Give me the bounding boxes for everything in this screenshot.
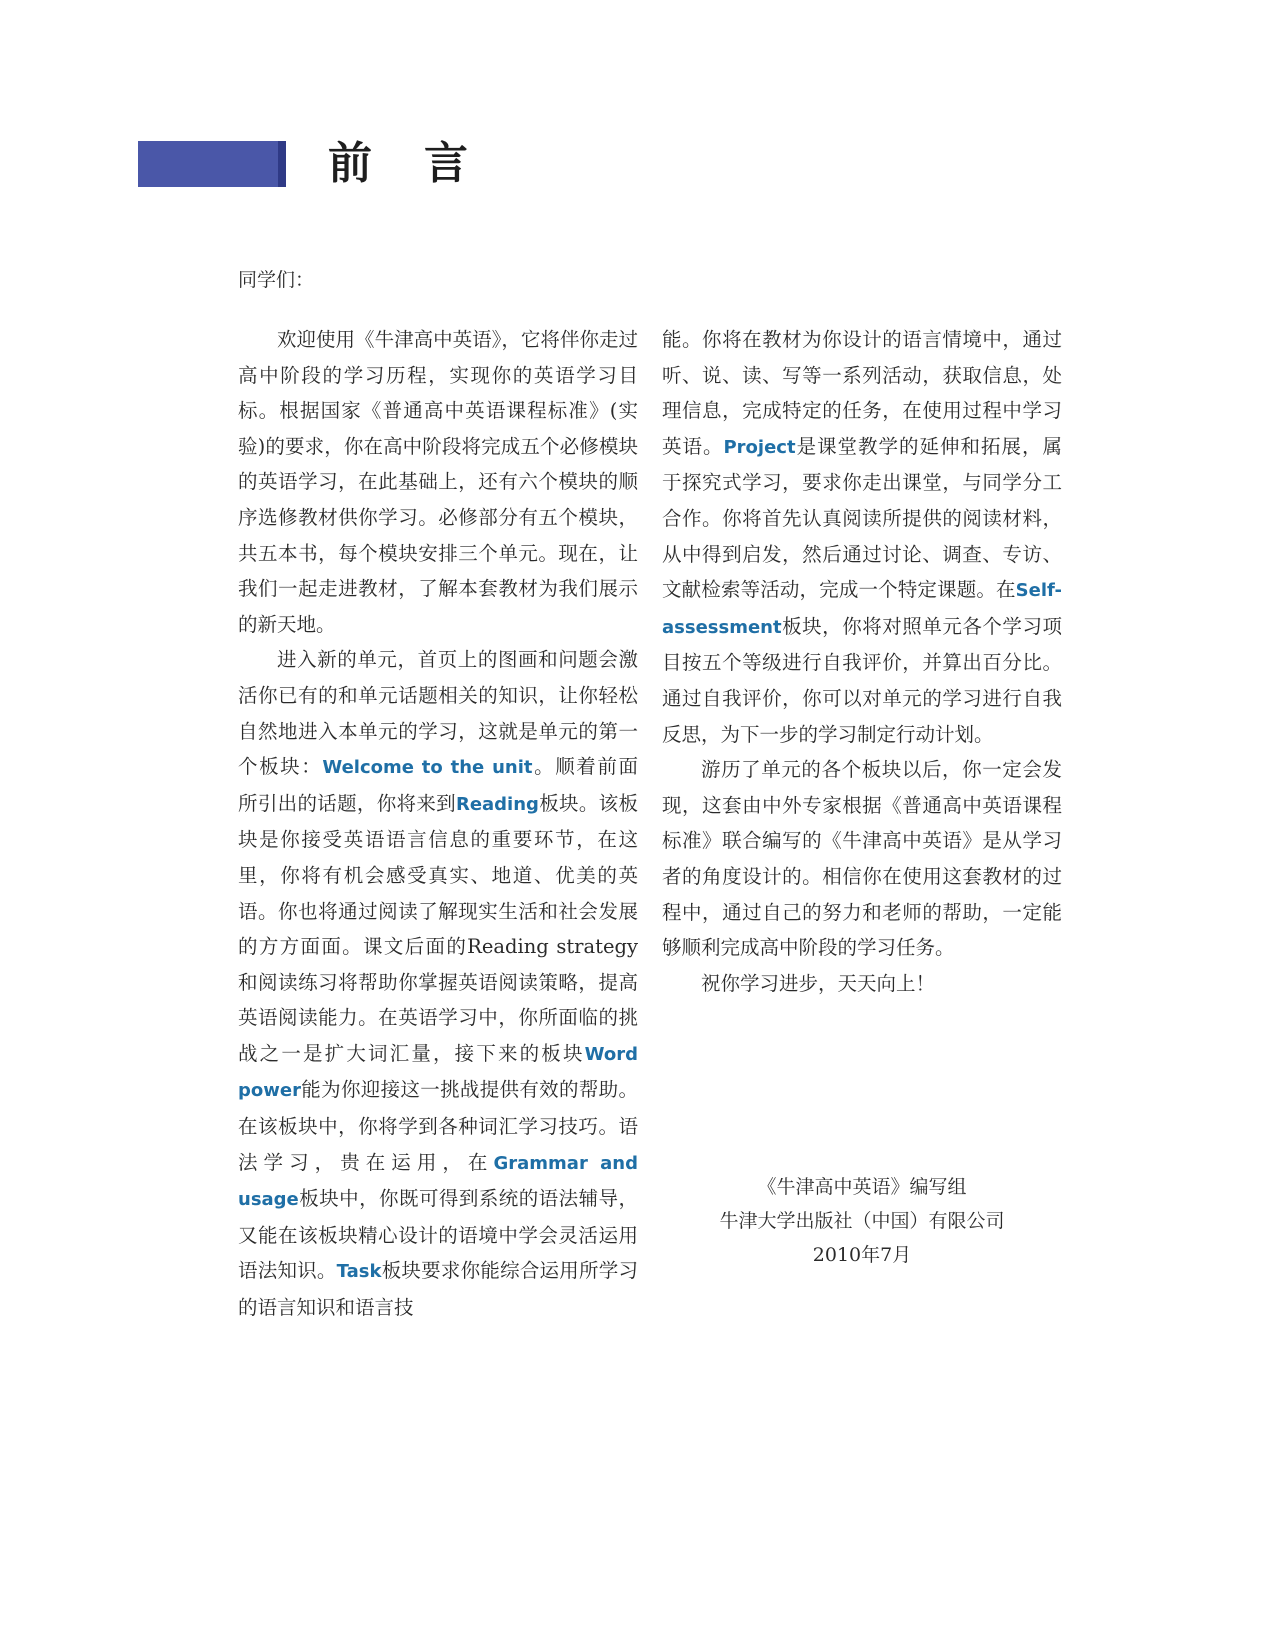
text-run: 板块。该板块是你接受英语语言信息的重要环节，在这里，你将有机会感受真实、地道、优美的英语。你也将通过阅读了解现实生活和社会发展的方方面面。课文后面的Reading strategy和阅读练习将帮助你掌握英语阅读策略，提高英语阅读能力。在英语学习中，你所面临的挑战之一是扩大词汇量，接下来的板块: [238, 791, 638, 1065]
title-accent-bar-edge: [278, 141, 286, 187]
signature-block: [662, 1170, 1062, 1272]
keyword-grammar-and-usage: Grammar and usage: [238, 1152, 638, 1211]
text-run: 能。你将在教材为你设计的语言情境中，通过听、说、读、写等一系列活动，获取信息，处理信息，完成特定的任务，在使用过程中学习英语。: [662, 328, 1062, 458]
text-run: 板块中，你既可得到系统的语法辅导，又能在该板块精心设计的语境中学会灵活运用语法知识。: [238, 1187, 638, 1283]
keyword-project: Project: [723, 436, 796, 458]
keyword-task: Task: [336, 1261, 382, 1283]
keyword-reading: Reading: [455, 793, 539, 815]
text-run: 板块，你将对照单元各个学习项目按五个等级进行自我评价，并算出百分比。通过自我评价，你可以对单元的学习进行自我反思，为下一步的学习制定行动计划。: [662, 614, 1062, 746]
right-column: [662, 322, 1062, 1001]
left-column: [238, 322, 638, 1326]
signature-editors: 《牛津高中英语》编写组: [757, 1176, 967, 1198]
paragraph-modules: [238, 642, 638, 1325]
title-accent-bar: [138, 141, 286, 187]
text-run: 。顺着前面所引出的话题，你将来到: [238, 755, 638, 815]
keyword-word-power: Word power: [238, 1043, 638, 1102]
signature-publisher: 牛津大学出版社（中国）有限公司: [719, 1210, 1005, 1232]
text-run: 能为你迎接这一挑战提供有效的帮助。在该板块中，你将学到各种词汇学习技巧。语法学习，贵在运用，在: [238, 1078, 638, 1174]
text-run: 板块要求你能综合运用所学习的语言知识和语言技: [238, 1259, 638, 1320]
salutation: 同学们：: [238, 269, 315, 291]
paragraph-modules-continued: [662, 322, 1062, 752]
paragraph-conclusion: 游历了单元的各个板块以后，你一定会发现，这套由中外专家根据《普通高中英语课程标准》联合编写的《牛津高中英语》是从学习者的角度设计的。相信你在使用这套教材的过程中，通过自己的努力和老师的帮助，一定能够顺利完成高中阶段的学习任务。: [662, 758, 1062, 960]
signature-date: 2010年7月: [812, 1244, 912, 1266]
keyword-welcome-to-the-unit: Welcome to the unit: [322, 757, 533, 779]
paragraph-wishes: 祝你学习进步，天天向上！: [701, 971, 936, 995]
page-title: 前言: [328, 138, 520, 189]
paragraph-intro: 欢迎使用《牛津高中英语》，它将伴你走过高中阶段的学习历程，实现你的英语学习目标。根据国家《普通高中英语课程标准》(实验)的要求，你在高中阶段将完成五个必修模块的英语学习，在此基础上，还有六个模块的顺序选修教材供你学习。必修部分有五个模块，共五本书，每个模块安排三个单元。现在，让我们一起走进教材，了解本套教材为我们展示的新天地。: [238, 328, 638, 636]
text-run: 是课堂教学的延伸和拓展，属于探究式学习，要求你走出课堂，与同学分工合作。你将首先认真阅读所提供的阅读材料，从中得到启发，然后通过讨论、调查、专访、文献检索等活动，完成一个特定课题。在: [662, 434, 1062, 602]
text-run: 进入新的单元，首页上的图画和问题会激活你已有的和单元话题相关的知识，让你轻松自然地进入本单元的学习，这就是单元的第一个板块：: [238, 648, 638, 779]
keyword-self-assessment: Self-assessment: [662, 580, 1062, 638]
